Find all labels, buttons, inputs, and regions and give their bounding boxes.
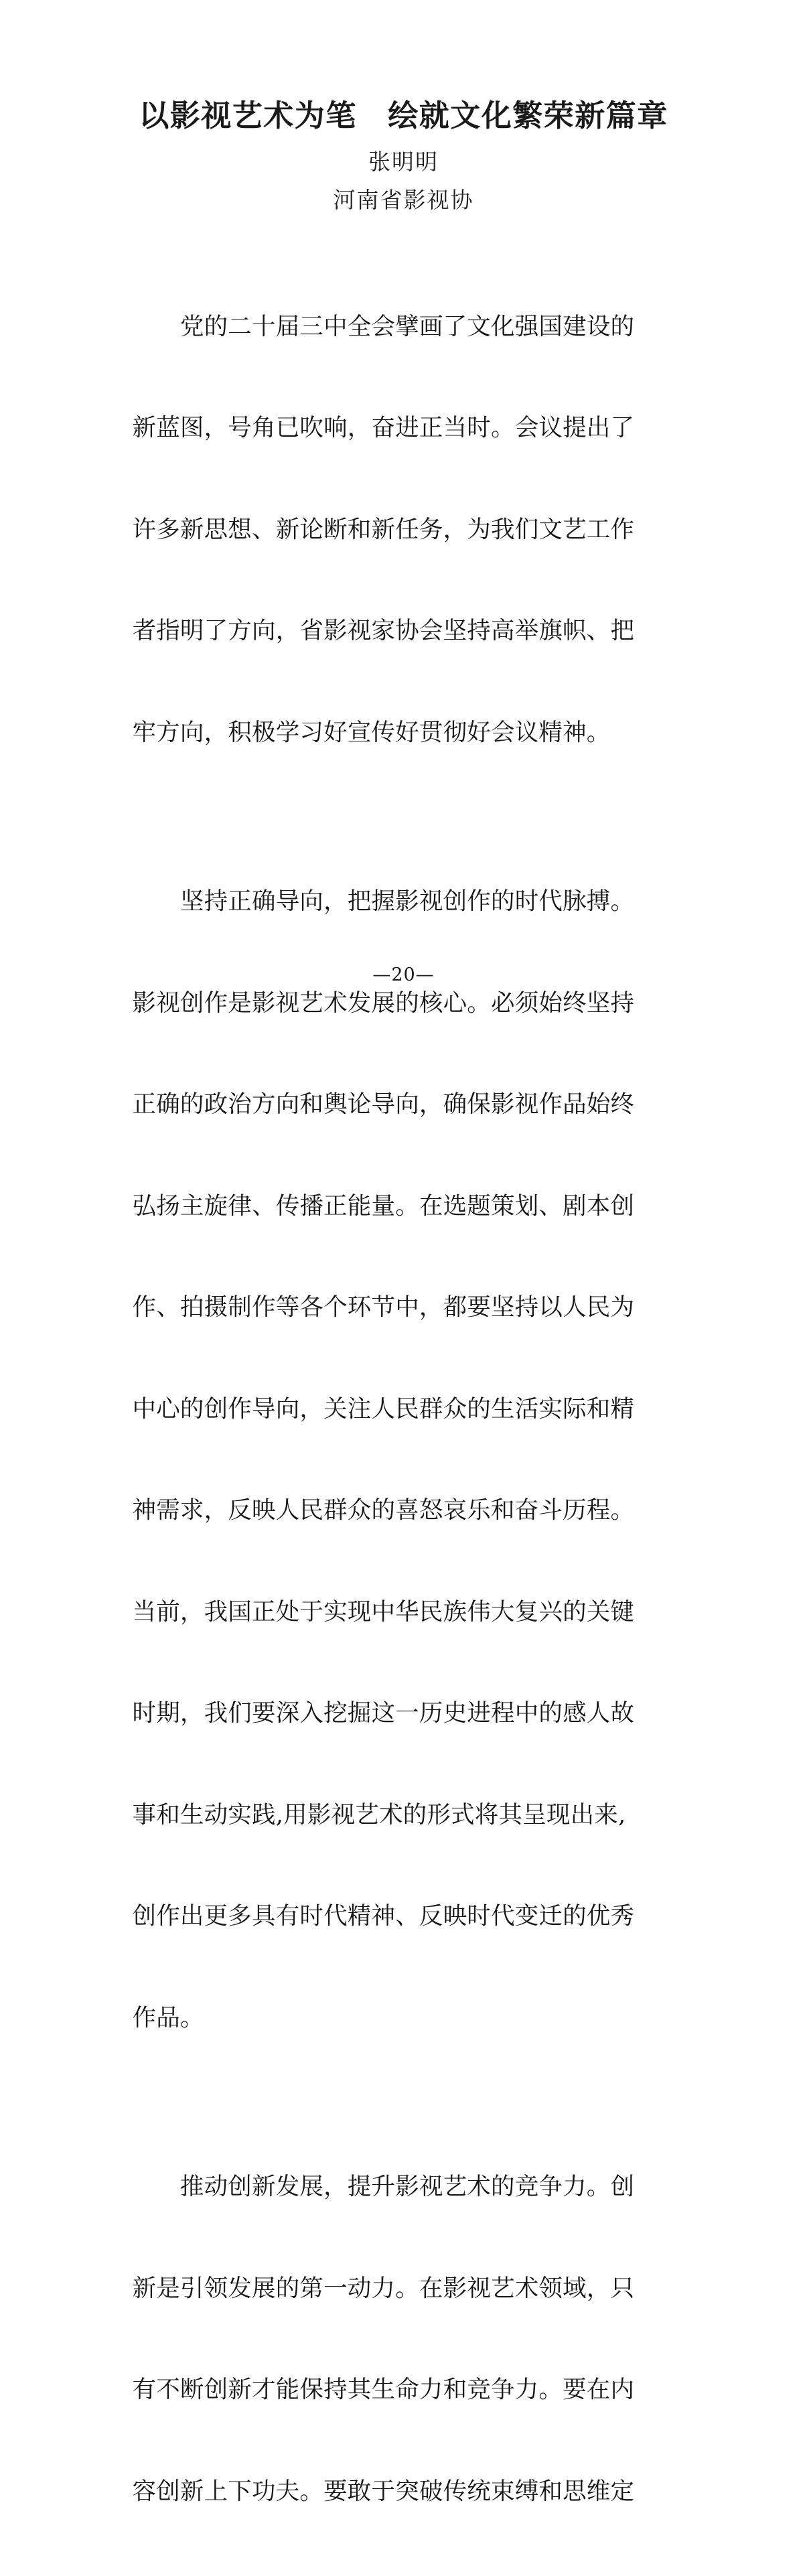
text-line: 时期，我们要深入挖掘这一历史进程中的感人故 [132,1699,635,1727]
text-line: 有不断创新才能保持其生命力和竞争力。要在内 [132,2376,635,2404]
author-name: 张明明 [368,149,439,175]
paragraph-1 [133,242,675,818]
document-body [133,214,675,2576]
text-line: 党的二十届三中全会擘画了文化强国建设的 [132,312,635,340]
paragraph-2 [133,817,675,2102]
text-line: 牢方向，积极学习好宣传好贯彻好会议精神。 [132,718,611,746]
text-line: 创作出更多具有时代精神、反映时代变迁的优秀 [132,1902,635,1930]
text-line: 新是引领发展的第一动力。在影视艺术领域，只 [132,2274,635,2302]
author-affiliation: 河南省影视协 [333,187,474,214]
text-line: 神需求，反映人民群众的喜怒哀乐和奋斗历程。 [132,1496,635,1524]
text-line: 中心的创作导向，关注人民群众的生活实际和精 [132,1394,635,1423]
text-line: 作品。 [132,2003,204,2031]
text-line: 新蓝图，号角已吹响，奋进正当时。会议提出了 [132,414,635,442]
text-line: 作、拍摄制作等各个环节中，都要坚持以人民为 [132,1293,635,1321]
text-line: 正确的政治方向和輿论导向，确保影视作品始终 [132,1090,635,1119]
page-title: 以影视艺术为笔 绘就文化繁荣新篇章 [139,98,668,133]
text-line: 弘扬主旋律、传播正能量。在选题策划、剧本创 [132,1192,635,1220]
text-line: 事和生动实践,用影视艺术的形式将其呈现出来, [132,1800,626,1829]
text-line: 坚持正确导向，把握影视创作的时代脉搏。 [132,887,635,916]
text-line: 者指明了方向，省影视家协会坚持高举旗帜、把 [132,617,635,645]
title-block [0,0,807,214]
text-line: 许多新思想、新论断和新任务，为我们文艺工作 [132,515,635,543]
text-line: 推动创新发展，提升影视艺术的竞争力。创 [132,2173,635,2201]
text-line: 影视创作是影视艺术发展的核心。必须始终坚持 [132,989,635,1017]
paragraph-3 [133,2102,675,2576]
text-line: 当前，我国正处于实现中华民族伟大复兴的关键 [132,1597,635,1626]
page-number: —20— [372,964,435,985]
text-line: 容创新上下功夫。要敢于突破传统束缚和思维定 [132,2477,635,2505]
